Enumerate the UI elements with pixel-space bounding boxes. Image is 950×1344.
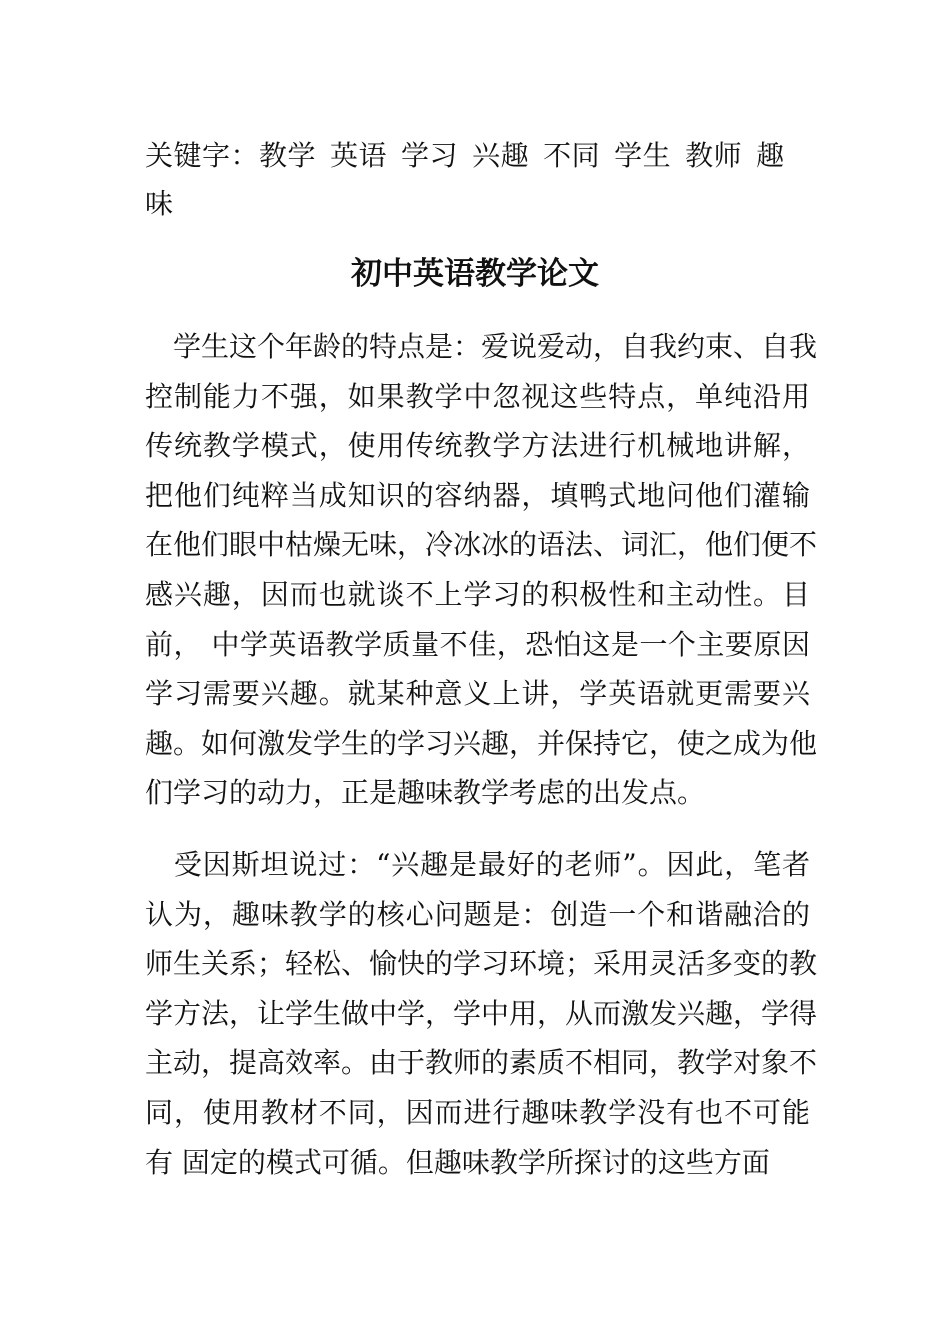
keyword-item: 英语 xyxy=(330,139,388,172)
paragraph-line: 传统教学模式，使用传统教学方法进行机械地讲解， xyxy=(145,429,810,463)
paragraph-line: 认为，趣味教学的核心问题是：创造一个和谐融洽的 xyxy=(145,897,810,931)
keyword-item: 教师 xyxy=(685,139,743,172)
paragraph-1 xyxy=(145,322,818,818)
paragraph-line: 师生关系；轻松、愉快的学习环境；采用灵活多变的教 xyxy=(145,947,818,981)
paragraph-line: 控制能力不强，如果教学中忽视这些特点，单纯沿用 xyxy=(145,379,810,413)
paragraph-line: 把他们纯粹当成知识的容纳器，填鸭式地问他们灌输 xyxy=(145,478,810,512)
keyword-item: 学生 xyxy=(614,139,672,172)
paragraph-line: 学方法，让学生做中学，学中用，从而激发兴趣，学得 xyxy=(145,996,818,1030)
keyword-item: 学习 xyxy=(401,139,459,172)
paragraph-line: 学生这个年龄的特点是：爱说爱动，自我约束、自我 xyxy=(145,330,818,363)
paragraph-line: 们学习的动力，正是趣味教学考虑的出发点。 xyxy=(145,776,706,810)
paragraph-2 xyxy=(145,840,818,1187)
paragraph-line: 在他们眼中枯燥无味，冷冰冰的语法、词汇，他们便不 xyxy=(145,528,818,562)
keywords-label: 关键字： xyxy=(145,139,260,172)
paragraph-line: 感兴趣，因而也就谈不上学习的积极性和主动性。目 xyxy=(145,577,810,611)
keyword-item: 兴趣 xyxy=(472,139,530,172)
keywords-line xyxy=(145,132,815,228)
keyword-item: 不同 xyxy=(543,139,601,172)
keyword-item: 趣味 xyxy=(145,139,785,220)
paragraph-line: 趣。如何激发学生的学习兴趣，并保持它，使之成为他 xyxy=(145,726,818,760)
paragraph-line: 同，使用教材不同，因而进行趣味教学没有也不可能 xyxy=(145,1095,810,1129)
document-title: 初中英语教学论文 xyxy=(351,256,599,292)
paragraph-line: 有 固定的模式可循。但趣味教学所探讨的这些方面 xyxy=(145,1145,770,1179)
keyword-item: 教学 xyxy=(259,139,317,172)
paragraph-line: 学习需要兴趣。就某种意义上讲，学英语就更需要兴 xyxy=(145,677,810,711)
paragraph-line: 受因斯坦说过：“兴趣是最好的老师”。因此，笔者 xyxy=(145,848,810,881)
paragraph-line: 主动，提高效率。由于教师的素质不相同，教学对象不 xyxy=(145,1046,818,1080)
paragraph-line: 前， 中学英语教学质量不佳，恐怕这是一个主要原因 xyxy=(145,627,810,661)
